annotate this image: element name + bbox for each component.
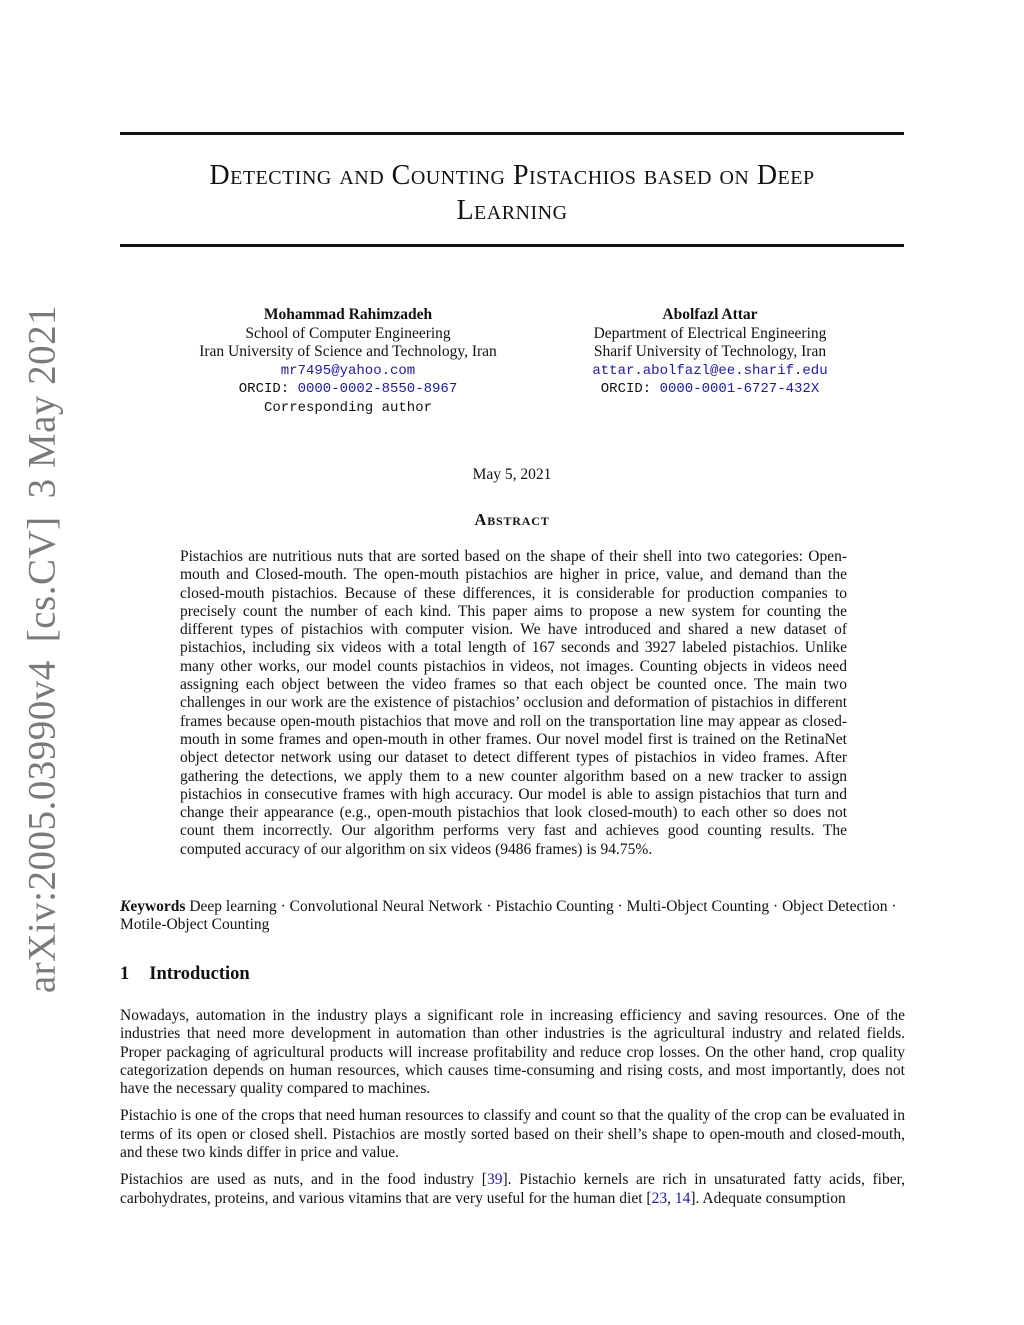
citation-link[interactable]: 23 <box>651 1189 668 1207</box>
author-block-2 <box>560 306 860 399</box>
paper-title <box>120 158 904 228</box>
orcid-link[interactable]: 0000-0001-6727-432X <box>659 381 820 397</box>
orcid-link[interactable]: 0000-0002-8550-8967 <box>297 381 458 397</box>
corresponding-author-note: Corresponding author <box>263 399 433 416</box>
paragraph <box>120 1171 905 1208</box>
abstract-heading: Abstract <box>474 510 550 529</box>
citation-link[interactable]: 39 <box>486 1171 503 1189</box>
arxiv-id: arXiv:2005.03990v4 <box>20 660 64 994</box>
paragraph: Pistachio is one of the crops that need human resources to classify and count so that the quality of the crop can be evaluated in terms of its open or closed shell. Pistachios are mostly sorted based on their shell’s shape to open-mouth and closed-mouth, and these two kinds differ in price and value. <box>120 1107 905 1162</box>
author-email-link[interactable]: attar.abolfazl@ee.sharif.edu <box>592 362 828 379</box>
abstract-text: Pistachios are nutritious nuts that are sorted based on the shape of their shell into two categories: Open-mouth and Closed-mouth. The open-mouth pistachios are higher in price, value, and demand than the closed-mouth pistachios. Because of these differences, it is considerable for production companies to precisely count the number of each kind. This paper aims to propose a new system for counting the different types of pistachios with computer vision. We have introduced and shared a new dataset of pistachios, including six videos with a total length of 167 seconds and 3927 labeled pistachios. Unlike many other works, our model counts pistachios in videos, not images. Counting objects in videos need assigning each object between the video frames so that each object be counted once. The main two challenges in our work are the existence of pistachios’ occlusion and deformation of pistachios in different frames because open-mouth pistachios that move and roll on the transportation line may appear as closed-mouth in some frames and open-mouth in other frames. Our novel model first is trained on the RetinaNet object detector network using our dataset to detect different types of pistachios in video frames. After gathering the detections, we apply them to a new counter algorithm based on a new tracker to assign pistachios in consecutive frames with high accuracy. Our model is able to assign pistachios that turn and change their appearance (e.g., open-mouth pistachios that look closed-mouth) to each other so does not count them incorrectly. Our algorithm performs very fast and achieves good counting results. The computed accuracy of our algorithm on six videos (9486 frames) is 94.75%. <box>180 548 847 858</box>
author-affiliation: Iran University of Science and Technology, Iran <box>199 343 497 360</box>
keywords-list: Deep learning · Convolutional Neural Network · Pistachio Counting · Multi-Object Counting · Object Detection · Motile-Object Counting <box>120 898 897 934</box>
author-department: Department of Electrical Engineering <box>593 324 827 342</box>
author-orcid <box>560 380 860 399</box>
arxiv-category: [cs.CV] <box>20 516 64 643</box>
section-number: 1 <box>120 964 130 984</box>
author-orcid <box>158 380 538 399</box>
author-name: Mohammad Rahimzadeh <box>263 306 433 323</box>
paper-date: May 5, 2021 <box>472 466 552 483</box>
orcid-label: ORCID: <box>238 381 290 397</box>
paragraph-text: ]. Adequate consumption <box>690 1189 846 1207</box>
author-department: School of Computer Engineering <box>245 324 451 342</box>
title-top-rule <box>120 132 904 135</box>
introduction-body <box>120 1007 905 1217</box>
author-affiliation: Sharif University of Technology, Iran <box>593 343 827 360</box>
paragraph-text: ]. Pistachio kernels are rich in unsaturated fatty acids, fiber, carbohydrates, proteins, and various vitamins that are very useful for the human diet [ <box>120 1171 905 1207</box>
paragraph-text: Pistachios are used as nuts, and in the food industry [ <box>120 1171 487 1189</box>
title-line-1: Detecting and Counting Pistachios based on Deep <box>209 160 815 191</box>
citation-link[interactable]: 14 <box>674 1189 691 1207</box>
keywords-label-initial: K <box>120 898 131 915</box>
author-email-link[interactable]: mr7495@yahoo.com <box>280 362 416 379</box>
paragraph: Nowadays, automation in the industry plays a significant role in increasing efficiency and saving resources. One of the industries that need more development in automation than other industries is the agricultural industry and related fields. Proper packaging of agricultural products will increase profitability and reduce crop losses. On the other hand, crop quality categorization depends on human resources, which causes time-consuming and rising costs, and most importantly, does not have the necessary quality compared to machines. <box>120 1007 905 1098</box>
title-line-2: Learning <box>456 195 568 226</box>
arxiv-date: 3 May 2021 <box>20 304 64 499</box>
arxiv-sidebar-stamp <box>20 287 65 993</box>
keywords-label-rest: eywords <box>130 898 186 915</box>
section-heading-introduction <box>120 964 250 985</box>
orcid-label: ORCID: <box>600 381 652 397</box>
title-bottom-rule <box>120 244 904 247</box>
paragraph-text: , <box>667 1189 675 1207</box>
author-name: Abolfazl Attar <box>662 306 758 323</box>
author-block-1 <box>158 306 538 417</box>
keywords <box>120 898 904 935</box>
keywords-label <box>120 898 185 915</box>
section-title: Introduction <box>149 964 250 984</box>
